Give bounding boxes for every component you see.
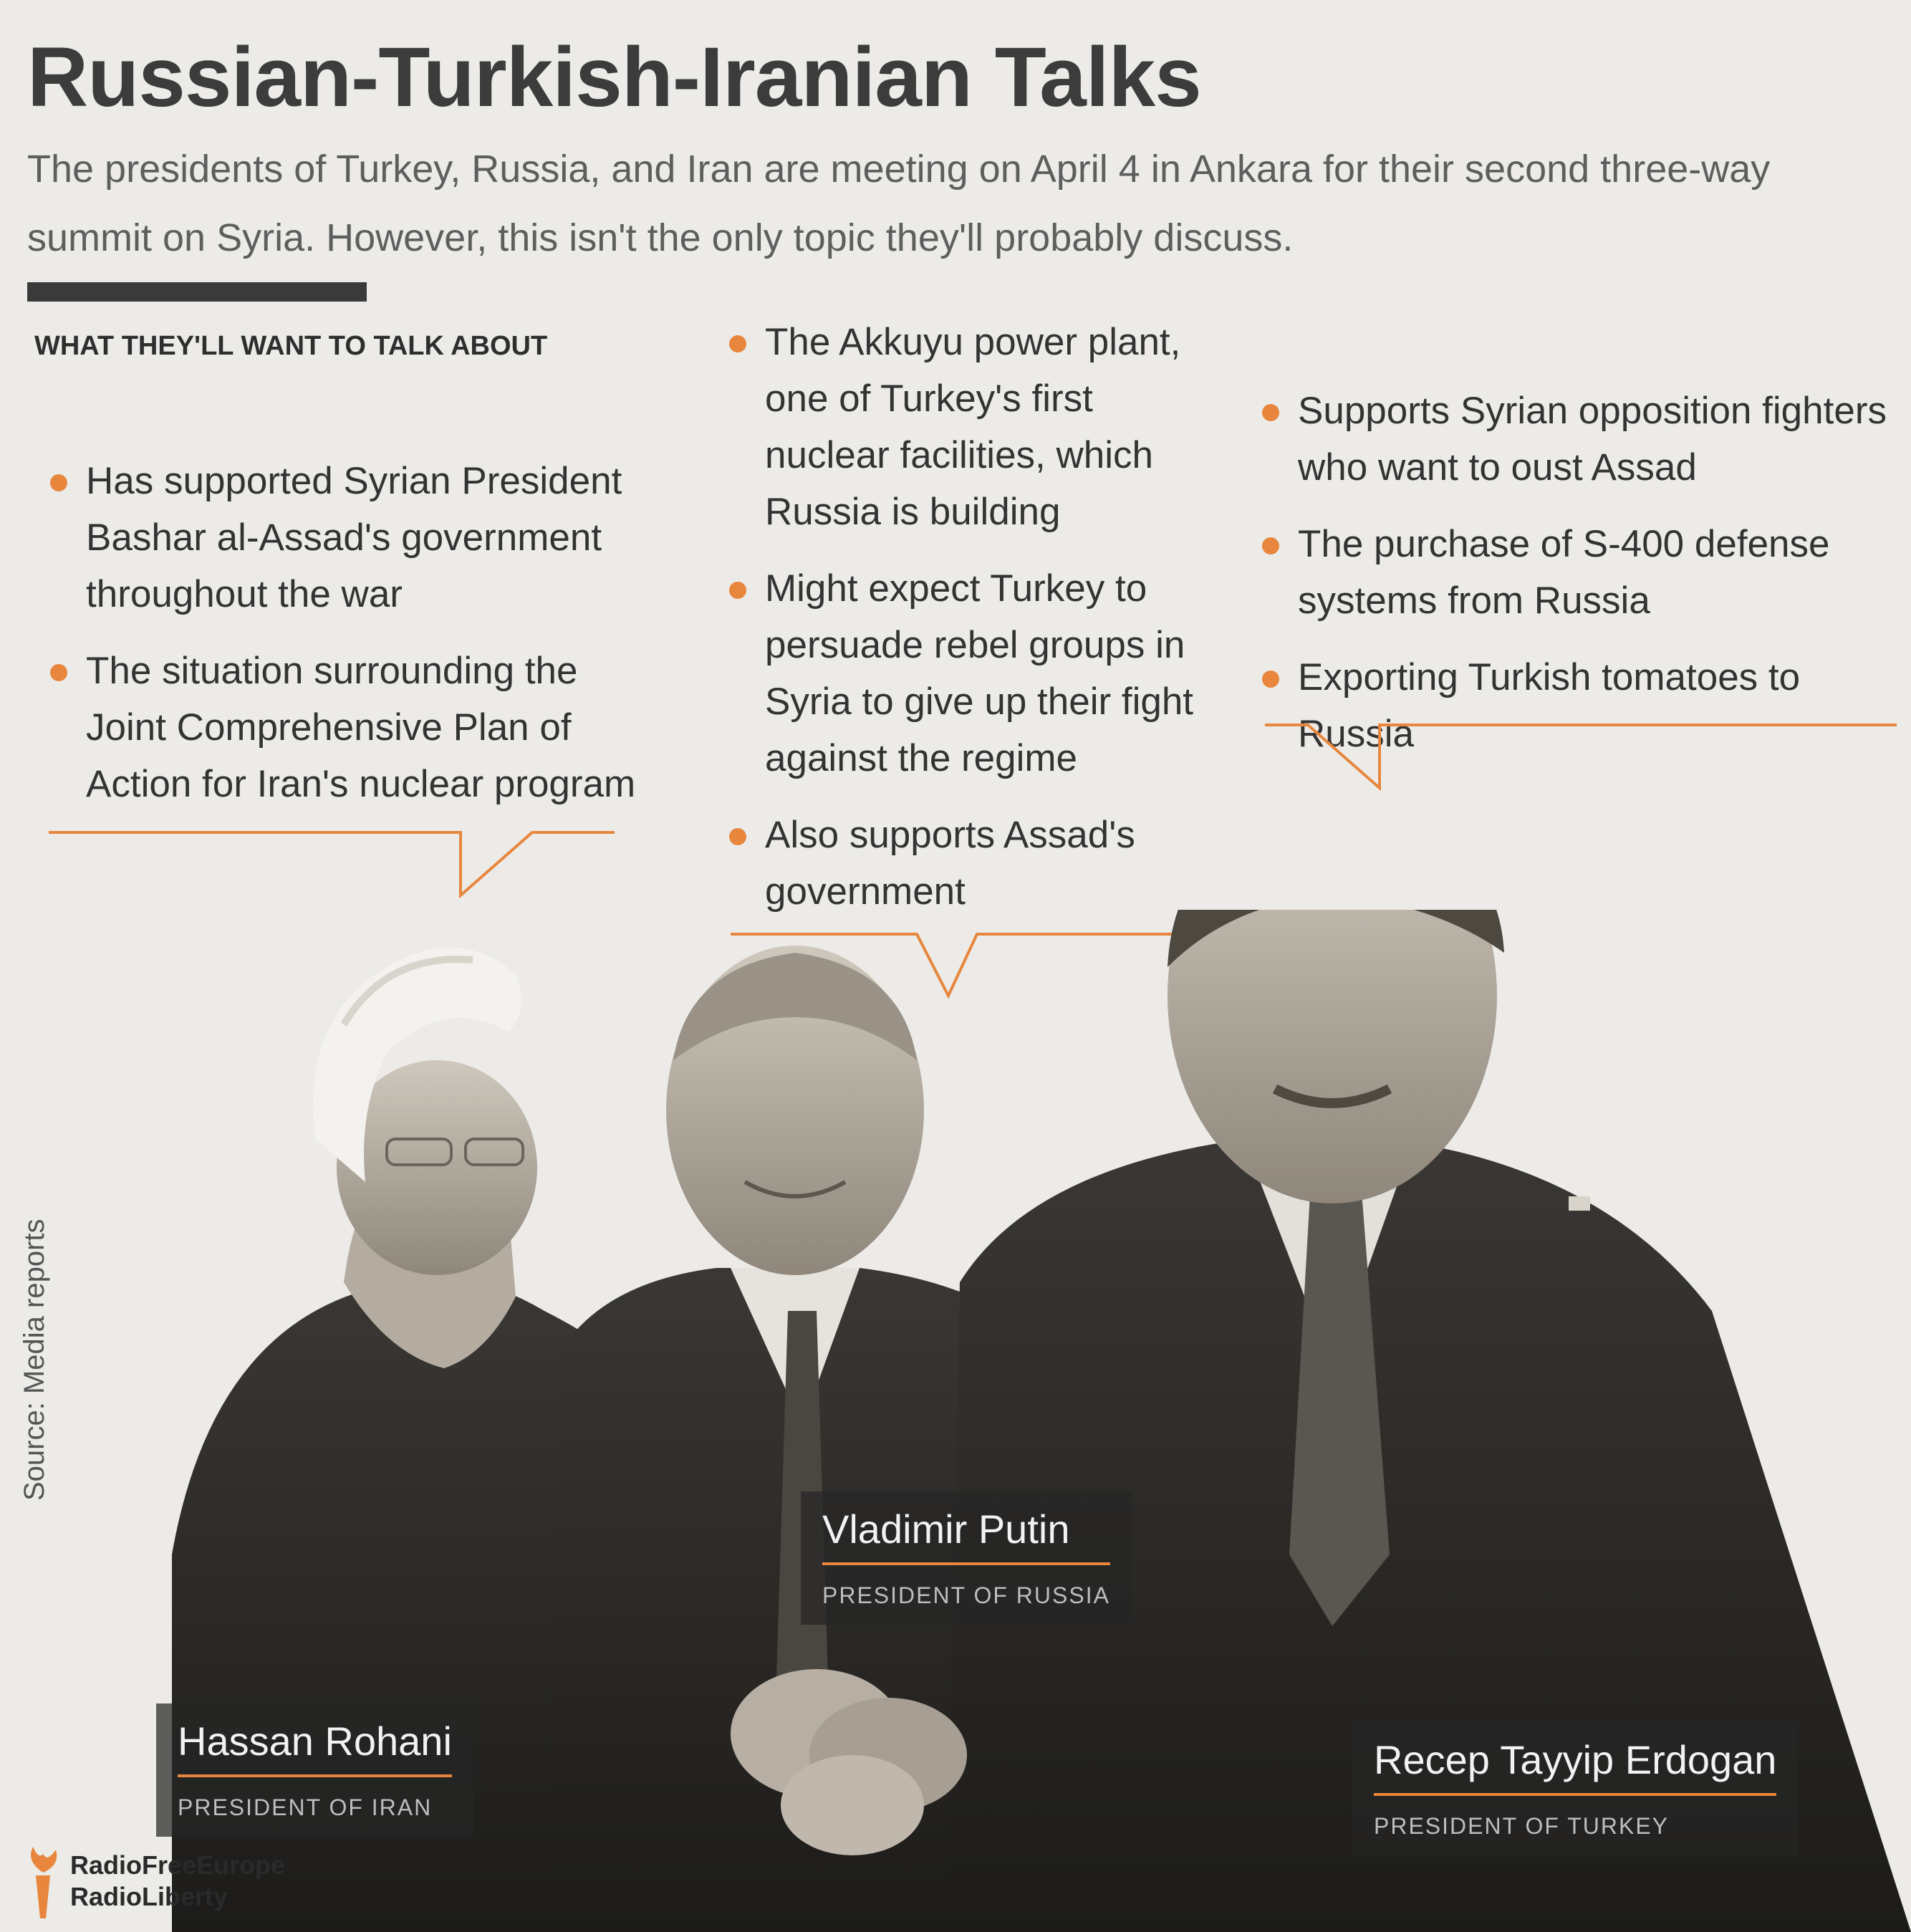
erdogan-name: Recep Tayyip Erdogan <box>1374 1736 1776 1796</box>
page-title: Russian-Turkish-Iranian Talks <box>27 30 1201 125</box>
putin-namebox <box>801 1491 1132 1625</box>
section-heading: WHAT THEY'LL WANT TO TALK ABOUT <box>34 331 548 361</box>
rferl-logo <box>19 1847 286 1922</box>
logo-line-2: RadioLiberty <box>70 1882 228 1911</box>
logo-text <box>70 1850 285 1913</box>
erdogan-role: PRESIDENT OF TURKEY <box>1374 1813 1669 1839</box>
rohani-role: PRESIDENT OF IRAN <box>178 1794 433 1820</box>
iran-point-text: Has supported Syrian President Bashar al-Assad's government throughout the war <box>86 460 622 615</box>
putin-name: Vladimir Putin <box>822 1506 1110 1565</box>
torch-icon <box>19 1847 64 1918</box>
erdogan-namebox <box>1352 1722 1798 1855</box>
russia-point-text: The Akkuyu power plant, one of Turkey's first nuclear facilities, which Russia is building <box>765 321 1181 533</box>
logo-line-1: RadioFreeEurope <box>70 1850 286 1880</box>
iran-point-text: The situation surrounding the Joint Comprehensive Plan of Action for Iran's nuclear program <box>86 650 636 805</box>
turkey-point-text: Supports Syrian opposition fighters who want to oust Assad <box>1298 390 1887 489</box>
turkey-point-text: The purchase of S-400 defense systems from Russia <box>1298 523 1830 622</box>
putin-role: PRESIDENT OF RUSSIA <box>822 1582 1110 1608</box>
russia-point-text: Also supports Assad's government <box>765 814 1135 913</box>
page-subtitle: The presidents of Turkey, Russia, and Iran are meeting on April 4 in Ankara for their second three-way summit on Syria. However, this isn't the only topic they'll probably discuss. <box>27 148 1771 259</box>
rohani-name: Hassan Rohani <box>178 1718 452 1777</box>
rohani-namebox <box>156 1703 473 1837</box>
russia-point-text: Might expect Turkey to persuade rebel groups in Syria to give up their fight against the regime <box>765 567 1194 779</box>
source-note: Source: Media reports <box>19 1219 50 1501</box>
turkey-point-text: Exporting Turkish tomatoes to Russia <box>1298 656 1801 755</box>
